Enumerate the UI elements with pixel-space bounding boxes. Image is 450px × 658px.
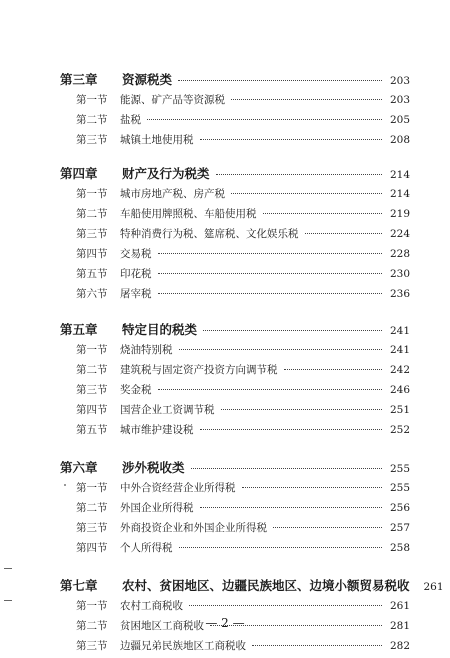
dot-leader xyxy=(179,547,383,548)
section-number: 第二节 xyxy=(76,114,108,126)
section-row[interactable] xyxy=(60,480,410,500)
section-title: 个人所得税 xyxy=(120,542,173,554)
dot-leader xyxy=(191,468,382,469)
dot-leader xyxy=(158,389,383,390)
page-number: 203 xyxy=(389,94,410,106)
dot-leader xyxy=(231,99,382,100)
page-number: 255 xyxy=(389,463,410,475)
chapter-number: 第六章 xyxy=(60,460,98,475)
chapter-title: 特定目的税类 xyxy=(122,322,198,337)
section-title: 交易税 xyxy=(120,248,152,260)
section-title: 能源、矿产品等资源税 xyxy=(120,94,225,106)
page-number: 242 xyxy=(389,364,410,376)
dot-leader xyxy=(252,645,382,646)
section-row[interactable] xyxy=(60,598,410,618)
section-number: 第一节 xyxy=(76,344,108,356)
page-number: 230 xyxy=(389,268,410,280)
section-title: 车船使用牌照税、车船使用税 xyxy=(120,208,257,220)
section-row[interactable] xyxy=(60,206,410,226)
page-number: 214 xyxy=(389,169,410,181)
page-number: 246 xyxy=(389,384,410,396)
page-number: 255 xyxy=(389,482,410,494)
section-row[interactable] xyxy=(60,266,410,286)
dot-leader xyxy=(178,80,382,81)
chapter-row[interactable] xyxy=(60,164,410,186)
section-row[interactable] xyxy=(60,92,410,112)
section-row[interactable] xyxy=(60,226,410,246)
table-of-contents xyxy=(60,70,444,658)
section-number: 第一节 xyxy=(76,94,108,106)
section-row[interactable] xyxy=(60,186,410,206)
dot-leader xyxy=(200,139,383,140)
page-number: 203 xyxy=(389,75,410,87)
dot-leader xyxy=(216,174,382,175)
dot-leader xyxy=(221,409,383,410)
section-title: 特种消费行为税、筵席税、文化娱乐税 xyxy=(120,228,299,240)
dot-leader xyxy=(284,369,383,370)
page-number: 224 xyxy=(389,228,410,240)
section-title: 盐税 xyxy=(120,114,141,126)
section-number: 第六节 xyxy=(76,288,108,300)
page-number: 241 xyxy=(389,325,410,337)
chapter-block xyxy=(60,164,410,306)
section-number: 第二节 xyxy=(76,364,108,376)
section-row[interactable] xyxy=(60,422,410,442)
page-number: 252 xyxy=(389,424,410,436)
dot-leader xyxy=(263,213,383,214)
section-title: 建筑税与固定资产投资方向调节税 xyxy=(120,364,278,376)
section-title: 城市维护建设税 xyxy=(120,424,194,436)
section-number: 第三节 xyxy=(76,384,108,396)
page-footer-number: — 2 — xyxy=(205,616,245,630)
section-title: 中外合资经营企业所得税 xyxy=(120,482,236,494)
section-row[interactable] xyxy=(60,132,410,152)
dot-leader xyxy=(203,330,382,331)
section-number: 第五节 xyxy=(76,424,108,436)
chapter-number: 第七章 xyxy=(60,578,98,593)
section-title: 城镇土地使用税 xyxy=(120,134,194,146)
section-title: 印花税 xyxy=(120,268,152,280)
section-title: 外国企业所得税 xyxy=(120,502,194,514)
dot-leader xyxy=(231,193,382,194)
dot-leader xyxy=(273,527,382,528)
section-number: 第三节 xyxy=(76,640,108,652)
page-number: 261 xyxy=(389,600,410,612)
section-title: 外商投资企业和外国企业所得税 xyxy=(120,522,267,534)
page-number: 228 xyxy=(389,248,410,260)
page-number: 214 xyxy=(389,188,410,200)
section-row[interactable] xyxy=(60,382,410,402)
section-title: 屠宰税 xyxy=(120,288,152,300)
page-number: 251 xyxy=(389,404,410,416)
page-number: 282 xyxy=(389,640,410,652)
dot-leader xyxy=(179,349,383,350)
chapter-row[interactable] xyxy=(60,320,410,342)
chapter-row[interactable] xyxy=(60,576,444,598)
chapter-block xyxy=(60,70,410,152)
scan-mark xyxy=(4,600,12,601)
section-number: 第四节 xyxy=(76,542,108,554)
chapter-title: 财产及行为税类 xyxy=(122,166,210,181)
section-number: 第二节 xyxy=(76,620,108,632)
section-number: 第五节 xyxy=(76,268,108,280)
dot-leader xyxy=(158,253,383,254)
chapter-row[interactable] xyxy=(60,458,410,480)
section-row[interactable] xyxy=(60,362,410,382)
section-number: 第一节 xyxy=(76,600,108,612)
section-row[interactable] xyxy=(60,500,410,520)
section-number: 第二节 xyxy=(76,502,108,514)
section-title: 烧油特别税 xyxy=(120,344,173,356)
dot-leader xyxy=(200,507,383,508)
section-row[interactable] xyxy=(60,402,410,422)
section-row[interactable] xyxy=(60,286,410,306)
section-title: 城市房地产税、房产税 xyxy=(120,188,225,200)
chapter-row[interactable] xyxy=(60,70,410,92)
section-number: 第二节 xyxy=(76,208,108,220)
section-number: 第四节 xyxy=(76,404,108,416)
chapter-title: 涉外税收类 xyxy=(122,460,185,475)
page-number: 257 xyxy=(389,522,410,534)
page-number: 261 xyxy=(423,581,444,593)
chapter-block xyxy=(60,458,410,560)
page-number: 205 xyxy=(389,114,410,126)
section-number: 第一节 xyxy=(76,188,108,200)
chapter-number: 第三章 xyxy=(60,72,98,87)
page-number: 236 xyxy=(389,288,410,300)
section-row[interactable] xyxy=(60,112,410,132)
scan-mark xyxy=(4,568,12,569)
section-number: 第四节 xyxy=(76,248,108,260)
dot-leader xyxy=(158,273,383,274)
chapter-number: 第五章 xyxy=(60,322,98,337)
section-title: 农村工商税收 xyxy=(120,600,183,612)
section-row[interactable] xyxy=(60,540,410,560)
section-title: 边疆兄弟民族地区工商税收 xyxy=(120,640,246,652)
section-number: 第三节 xyxy=(76,522,108,534)
section-row[interactable] xyxy=(60,342,410,362)
chapter-title: 资源税类 xyxy=(122,72,173,87)
section-row[interactable] xyxy=(60,638,410,658)
dot-leader xyxy=(158,293,383,294)
page-number: 208 xyxy=(389,134,410,146)
page-number: 258 xyxy=(389,542,410,554)
section-title: 国营企业工资调节税 xyxy=(120,404,215,416)
section-row[interactable] xyxy=(60,520,410,540)
chapter-block xyxy=(60,320,410,442)
dot-leader xyxy=(147,119,382,120)
dot-leader xyxy=(189,605,382,606)
page-number: 256 xyxy=(389,502,410,514)
dot-leader xyxy=(305,233,383,234)
section-title: 贫困地区工商税收 xyxy=(120,620,204,632)
scan-speck xyxy=(64,484,66,486)
dot-leader xyxy=(242,487,383,488)
dot-leader xyxy=(200,429,383,430)
section-row[interactable] xyxy=(60,246,410,266)
section-title: 奖金税 xyxy=(120,384,152,396)
chapter-number: 第四章 xyxy=(60,166,98,181)
page-number: 219 xyxy=(389,208,410,220)
page-number: 281 xyxy=(389,620,410,632)
page-number: 241 xyxy=(389,344,410,356)
section-number: 第三节 xyxy=(76,228,108,240)
section-number: 第一节 xyxy=(76,482,108,494)
chapter-title: 农村、贫困地区、边疆民族地区、边境小额贸易税收 xyxy=(122,578,410,593)
section-number: 第三节 xyxy=(76,134,108,146)
